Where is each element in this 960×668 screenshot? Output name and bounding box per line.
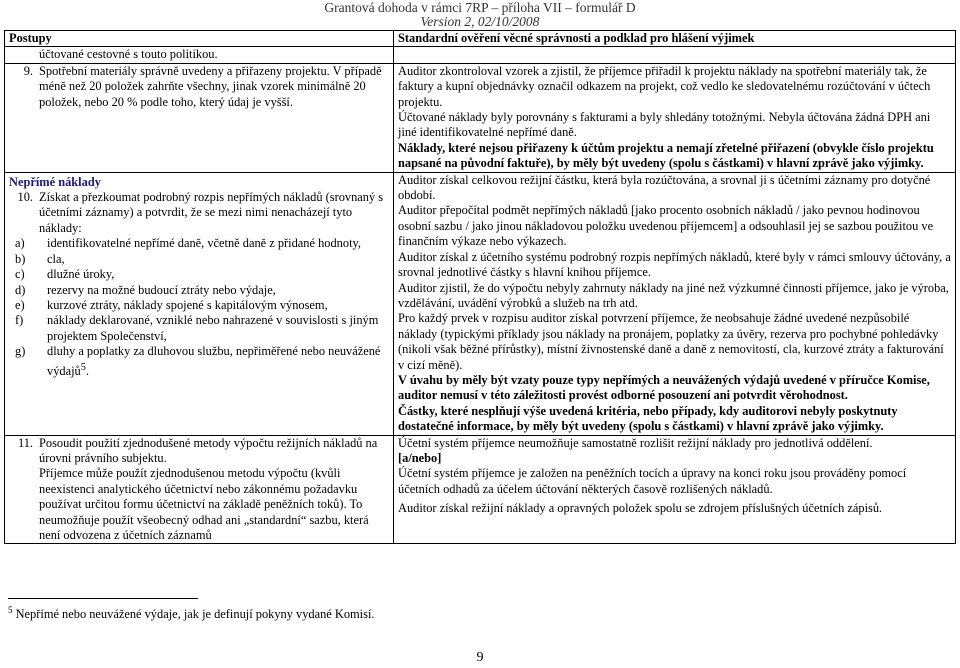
sub-item-marker: d): [15, 282, 26, 297]
item-10-result-4: Auditor zjistil, že do výpočtu nebyly zahrnuty náklady na jiné než výzkumné činnosti příjemce, jako je výroba, vzdělávání, uvádění výrobků a služeb na trh atd.: [398, 280, 949, 310]
item-10-result-5: Pro každý prvek v rozpisu auditor získal potvrzení příjemce, že neobsahuje žádné uvedené nezpůsobilé náklady (typickými příklady jsou náklady na pronájem, poplatky za úvěry, rezerva pro pochybné pohledávky (nikoli však běžné přírůstky), místní živnostenské daně a daně z nemovitostí, cla, kurzové ztráty a fakturování v cizí měně).: [398, 311, 944, 372]
item-number: 9.: [23, 63, 33, 78]
page-number: 9: [476, 650, 484, 665]
section-title-indirect-costs: Nepřímé náklady: [9, 174, 101, 189]
item-9-text: Spotřební materiály správně uvedeny a přiřazeny projektu. V případě méně než 20 položek zahrňte všechny, jinak vzorek minimálně 20 položek, nebo 20 % podle toho, který údaj je vyšší.: [39, 63, 382, 109]
sub-item-text: dlužné úroky,: [47, 267, 115, 282]
document-header-version: Version 2, 02/10/2008: [420, 14, 540, 29]
item-10-text: Získat a přezkoumat podrobný rozpis nepřímých nákladů (srovnaný s účetními záznamy) a potvrdit, že se mezi nimi nenacházejí tyto náklady:: [39, 190, 384, 235]
sub-item-marker: e): [15, 297, 25, 312]
item-10-result-2: Auditor přepočítal podmět nepřímých nákladů [jako procento osobních nákladů / jako pevnou hodinovou osobní sazbu / jako jinou nákladovou položku uvedenou příjemcem] a odsouhlasil jej se sazbou použitou ve finančním výkaze nebo výkazech.: [398, 203, 934, 249]
table-row-item-11: [5, 435, 956, 544]
item-11-and-or: [a/nebo]: [398, 450, 442, 465]
sub-item-marker: g): [15, 344, 26, 359]
item-11-text-2: Příjemce může použít zjednodušenou metodu výpočtu (kvůli neexistenci analytického účetnictví nebo zákonnému požadavku používat určitou formu účetnictví na základě peněžních toků). To neumožňuje použít všeobecný odhad ani „standardní“ sazbu, která není odvozena z účetních záznamů: [39, 466, 369, 542]
item-11-result-2: Účetní systém příjemce je založen na peněžních tocích a úpravy na konci roku jsou prováděny pomocí účetních odhadů za účelem účtování některých časově rozlišených nákladů.: [398, 466, 907, 496]
footnote-text: Nepřímé nebo neuvážené výdaje, jak je definují pokyny vydané Komisí.: [15, 607, 375, 622]
item-number: 11.: [17, 435, 33, 450]
document-header-title: Grantová dohoda v rámci 7RP – příloha VII – formulář D: [324, 0, 636, 15]
table-row: [5, 47, 956, 63]
footnote-reference[interactable]: 5: [80, 361, 86, 373]
sub-item-marker: a): [15, 236, 25, 251]
item-11-text-1: Posoudit použití zjednodušené metody výpočtu režijních nákladů na úrovni právního subjektu.: [39, 435, 378, 465]
sub-item-text: dluhy a poplatky za dluhovou službu, nepřiměřené nebo neuvážené výdajů: [47, 344, 381, 378]
sub-item-text: náklady deklarované, vzniklé nebo nahrazené v souvislosti s jiným projektem Společenství,: [47, 313, 379, 343]
sub-item-text: kurzové ztráty, náklady spojené s kapitálovým výnosem,: [47, 297, 328, 312]
item-10-result-1: Auditor získal celkovou režijní částku, která byla rozúčtována, a srovnal ji s účetními záznamy pro dotyčné období.: [398, 172, 931, 203]
previous-row-text: účtované cestovné s touto politikou.: [39, 47, 218, 62]
sub-item-text: cla,: [47, 251, 65, 266]
item-9-result-1: Auditor zkontroloval vzorek a zjistil, že příjemce přiřadil k projektu náklady na spotřební materiály tak, že faktury a kupní objednávky označil odkazem na projekt, což vedlo ke sledovatelnému rozúčtování v účtech projektu.: [398, 63, 931, 109]
item-number: 10.: [17, 190, 33, 205]
column-header-verification: Standardní ověření věcné správnosti a podklad pro hlášení výjimek: [394, 31, 956, 47]
item-11-result-1: Účetní systém příjemce neumožňuje samostatně rozlišit režijní náklady pro jednotlivá oddělení.: [398, 435, 873, 450]
footnote-separator: [8, 598, 198, 599]
table-header-row: [5, 31, 956, 47]
sub-item-marker: c): [15, 267, 25, 282]
sub-item-text: identifikovatelné nepřímé daně, včetně daně z přidané hodnoty,: [47, 236, 362, 251]
item-10-note-2: Částky, které nesplňují výše uvedená kritéria, nebo případy, kdy auditorovi nebyly poskytnuty dostatečné informace, by měly být uvedeny (spolu s částkami) v hlavní zprávě jako výjimky.: [398, 403, 898, 434]
column-header-procedures: Postupy: [5, 31, 394, 47]
item-10-result-3: Auditor získal z účetního systému podrobný rozpis nepřímých nákladů, které byly v rámci smlouvy účtovány, a srovnal jednotlivé částky s hlavní knihou příjemce.: [398, 249, 951, 280]
sub-item-marker: b): [15, 251, 26, 266]
sub-item-marker: f): [15, 313, 24, 328]
item-9-exception-note: Náklady, které nejsou přiřazeny k účtům projektu a nemají zřetelné přiřazení (obvykle číslo projektu napsané na původní faktuře), by měly být uvedeny (spolu s částkami) v hlavní zprávě jako výjimky.: [398, 140, 934, 171]
item-11-result-3: Auditor získal režijní náklady a opravných položek spolu se zdrojem příslušných účetních zápisů.: [398, 501, 883, 516]
item-10-note-1: V úvahu by měly být vzaty pouze typy nepřímých a neuvážených výdajů uvedené v příručce Komise, auditor nemusí v této záležitosti provést odborné posouzení ani potvrdit věrohodnost.: [398, 372, 930, 403]
footnote-mark: 5: [8, 605, 13, 615]
sub-item-text: rezervy na možné budoucí ztráty nebo výdaje,: [47, 282, 276, 297]
table-row-item-9: [5, 63, 956, 172]
item-9-result-2: Účtované náklady byly porovnány s fakturami a byly shledány totožnými. Nebyla účtována žádná DPH ani jiné identifikovatelné nepřímé daně.: [398, 110, 931, 140]
footnote: [8, 605, 374, 622]
table-row-item-10: Nepřímé náklady 10. Získat a přezkoumat podrobný rozpis nepřímých nákladů (srovnaný s účetními záznamy) a potvrdit, že se mezi nimi nenacházejí tyto náklady: a) identifikovatelné nepřímé daně, včetně daně z přidané hodnoty, b) cla, c) dlužné úroky, d) rezervy na možné budoucí ztráty nebo výdaje, e) kurzové ztráty, náklady spojené s kapitálovým výnosem, f) náklady deklarované, vzniklé nebo nahrazené v souvislosti s jiným projektem Společenství, g) dluhy a poplatky za dluhovou službu, nepřiměřené nebo neuvážené výdajů$^5$. Auditor získal celkovou režijní částku, která byla rozúčtována, a srovnal ji s účetními záznamy pro dotyčné období. Auditor přepočítal podmět nepřímých nákladů [jako procento osobních nákladů / jako pevnou hodinovou osobní sazbu / jako jinou nákladovou položku uvedenou příjemcem] a odsouhlasil jej se sazbou použitou ve finančním výkaze nebo výkazech. Auditor získal z účetního systému podrobný rozpis nepřímých nákladů, které byly v rámci smlouvy účtovány, a srovnal jednotlivé částky s hlavní knihou příjemce. Auditor zjistil, že do výpočtu nebyly zahrnuty náklady na jiné než výzkumné činnosti příjemce, jako je výroba, vzdělávání, uvádění výrobků a služeb na trh atd. Pro každý prvek v rozpisu auditor získal potvrzení příjemce, že neobsahuje žádné uvedené nezpůsobilé náklady (typickými příklady jsou náklady na pronájem, poplatky za úvěry, rezerva pro pochybné pohledávky (nikoli však běžné přírůstky), místní živnostenské daně a daně z nemovitostí, cla, kurzové ztráty a fakturování v cizí měně). V úvahu by měly být vzaty pouze typy nepřímých a neuvážených výdajů uvedené v příručce Komise, auditor nemusí v této záležitosti provést odborné posouzení ani potvrdit věrohodnost. Částky, které nesplňují výše uvedená kritéria, nebo případy, kdy auditorovi nebyly poskytnuty dostatečné informace, by měly být uvedeny (spolu s částkami) v hlavní zprávě jako výjimky.: [5, 172, 956, 435]
procedures-table: [4, 30, 956, 544]
